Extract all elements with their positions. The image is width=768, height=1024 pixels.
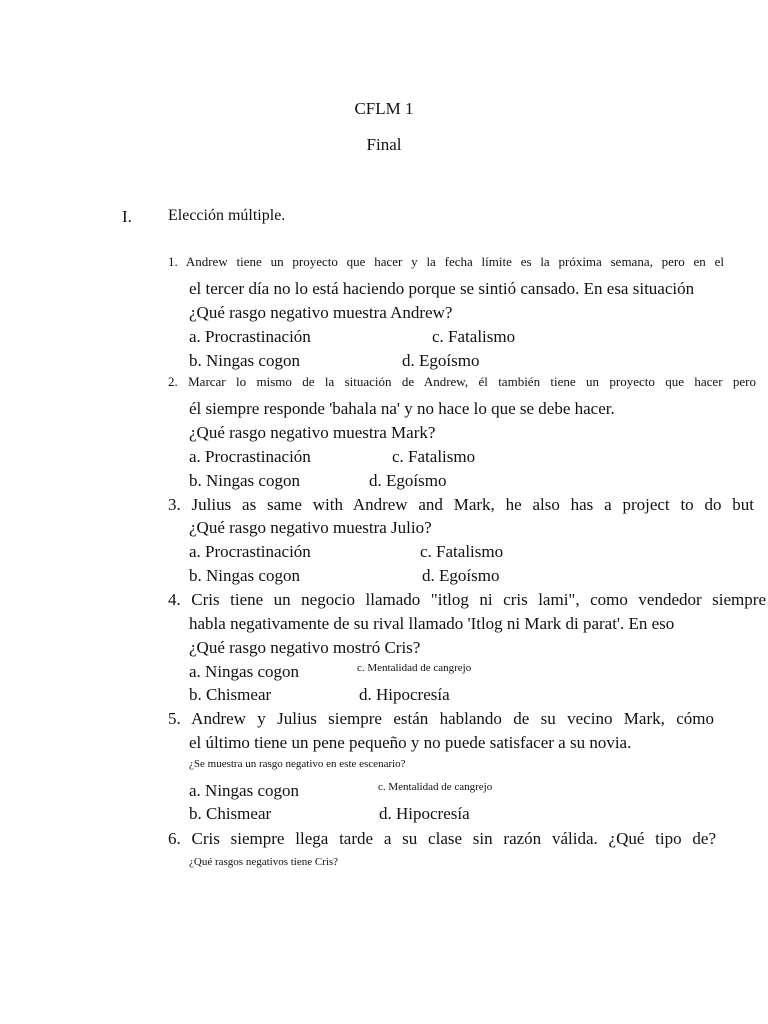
question-2-option-c: c. Fatalismo	[392, 447, 476, 466]
question-4-text-line1: 4. Cris tiene un negocio llamado "itlog ni cris lami", como vendedor siempre	[168, 590, 766, 609]
question-3-text-line1: 3. Julius as same with Andrew and Mark, he also has a project to do but	[168, 495, 754, 514]
question-4-option-d: d. Hipocresía	[359, 685, 450, 704]
question-2-option-a: a. Procrastinación	[189, 447, 311, 466]
question-3-option-b: b. Ningas cogon	[189, 566, 300, 585]
question-4-option-c: c. Mentalidad de cangrejo	[357, 662, 472, 674]
question-2-prompt: ¿Qué rasgo negativo muestra Mark?	[189, 423, 436, 442]
question-3-prompt: ¿Qué rasgo negativo muestra Julio?	[189, 518, 432, 537]
question-1-option-b: b. Ningas cogon	[189, 351, 300, 370]
question-6-prompt: ¿Qué rasgos negativos tiene Cris?	[189, 856, 339, 868]
question-4-option-a: a. Ningas cogon	[189, 662, 300, 681]
question-5-option-d: d. Hipocresía	[379, 804, 470, 823]
document-title: CFLM 1	[354, 99, 414, 118]
question-1-option-c: c. Fatalismo	[432, 327, 516, 346]
document-subtitle: Final	[366, 135, 402, 154]
section-number: I.	[122, 207, 132, 226]
question-5-option-c: c. Mentalidad de cangrejo	[378, 781, 493, 793]
question-1-text-line2: el tercer día no lo está haciendo porque se sintió cansado. En esa situación	[189, 279, 695, 298]
question-1-text-line1: 1. Andrew tiene un proyecto que hacer y la fecha límite es la próxima semana, pero en el	[168, 255, 724, 269]
question-3-option-a: a. Procrastinación	[189, 542, 311, 561]
question-6-text-line1: 6. Cris siempre llega tarde a su clase sin razón válida. ¿Qué tipo de?	[168, 829, 716, 848]
question-2-text-line2: él siempre responde 'bahala na' y no hace lo que se debe hacer.	[189, 399, 615, 418]
question-1-option-a: a. Procrastinación	[189, 327, 311, 346]
question-4-option-b: b. Chismear	[189, 685, 272, 704]
question-1-option-d: d. Egoísmo	[402, 351, 480, 370]
question-2-option-b: b. Ningas cogon	[189, 471, 300, 490]
question-5-prompt: ¿Se muestra un rasgo negativo en este escenario?	[189, 758, 406, 770]
question-5-text-line2: el último tiene un pene pequeño y no puede satisfacer a su novia.	[189, 733, 632, 752]
question-3-option-d: d. Egoísmo	[422, 566, 500, 585]
question-4-prompt: ¿Qué rasgo negativo mostró Cris?	[189, 638, 421, 657]
question-2-text-line1: 2. Marcar lo mismo de la situación de Andrew, él también tiene un proyecto que hacer pero	[168, 375, 756, 389]
section-title: Elección múltiple.	[168, 207, 286, 224]
question-3-option-c: c. Fatalismo	[420, 542, 504, 561]
question-5-option-a: a. Ningas cogon	[189, 781, 300, 800]
question-1-prompt: ¿Qué rasgo negativo muestra Andrew?	[189, 303, 453, 322]
question-5-text-line1: 5. Andrew y Julius siempre están hablando de su vecino Mark, cómo	[168, 709, 714, 728]
question-5-option-b: b. Chismear	[189, 804, 272, 823]
question-4-text-line2: habla negativamente de su rival llamado 'Itlog ni Mark di parat'. En eso	[189, 614, 675, 633]
question-2-option-d: d. Egoísmo	[369, 471, 447, 490]
